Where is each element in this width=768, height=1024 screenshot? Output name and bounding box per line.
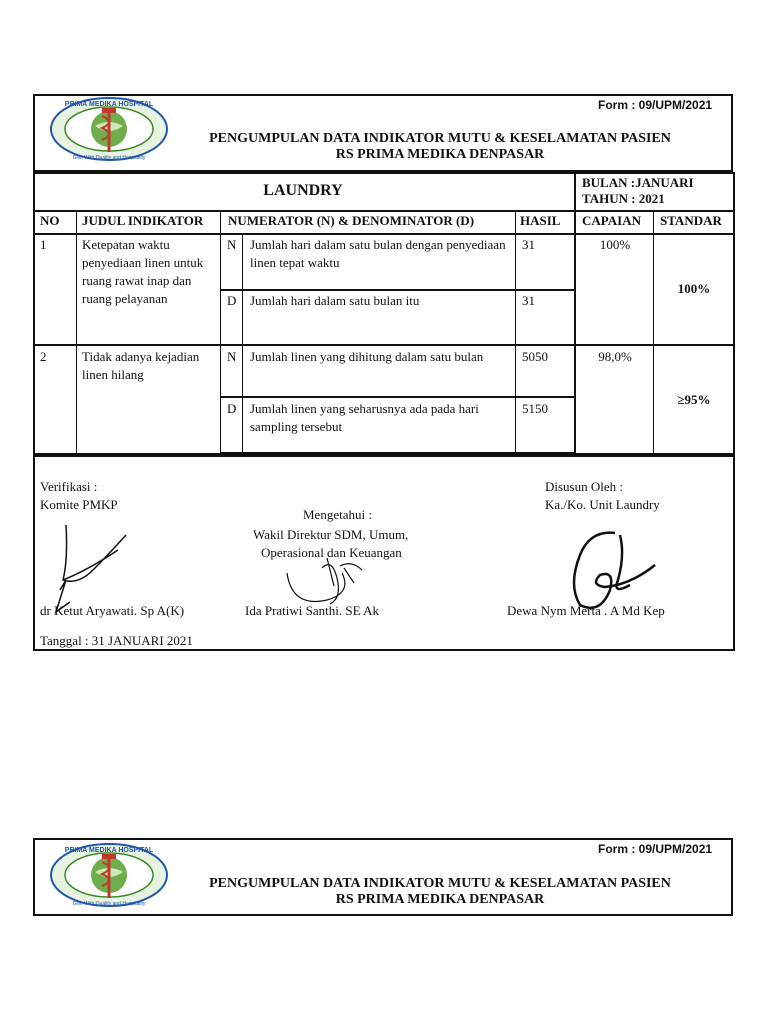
- row2-n-value: 5050: [522, 349, 548, 364]
- disusun-unit: Ka./Ko. Unit Laundry: [545, 497, 660, 512]
- col-capaian: CAPAIAN: [582, 213, 641, 228]
- unit-label: LAUNDRY: [263, 182, 343, 199]
- col-hasil: HASIL: [520, 213, 561, 228]
- svg-text:PRIMA MEDIKA HOSPITAL: PRIMA MEDIKA HOSPITAL: [64, 847, 154, 854]
- table-hline: [221, 452, 576, 454]
- disusun-label: Disusun Oleh :: [545, 479, 623, 494]
- table-vline: [220, 210, 221, 454]
- row2-standar: ≥95%: [677, 392, 711, 407]
- verifikasi-name: dr Ketut Aryawati. Sp A(K): [40, 603, 185, 618]
- row1-standar: 100%: [677, 281, 711, 296]
- tanggal: Tanggal : 31 JANUARI 2021: [40, 633, 193, 648]
- verifikasi-unit: Komite PMKP: [40, 497, 118, 512]
- row2-d-text: Jumlah linen yang seharusnya ada pada hari sampling tersebut: [250, 401, 479, 434]
- row1-d-label: D: [227, 293, 237, 308]
- mengetahui-label: Mengetahui :: [303, 507, 372, 522]
- table-vline: [574, 172, 576, 454]
- col-standar: STANDAR: [660, 213, 722, 228]
- row1-n-label: N: [227, 237, 237, 252]
- table-hline: [33, 210, 735, 212]
- period-month: BULAN :JANUARI: [582, 175, 694, 190]
- svg-text:Give With Quality and Hospital: Give With Quality and Hospitality: [72, 901, 146, 907]
- table-hline: [221, 289, 576, 291]
- title-line-2: RS PRIMA MEDIKA DENPASAR: [335, 892, 545, 907]
- table-vline: [242, 233, 243, 454]
- row2-n-text: Jumlah linen yang dihitung dalam satu bulan: [250, 349, 484, 364]
- row1-d-text: Jumlah hari dalam satu bulan itu: [250, 293, 420, 308]
- table-hline: [221, 396, 576, 398]
- mengetahui-name: Ida Pratiwi Santhi. SE Ak: [245, 603, 379, 618]
- table-hline: [33, 344, 735, 346]
- form-number-2: Form : 09/UPM/2021: [598, 842, 713, 856]
- col-judul: JUDUL INDIKATOR: [82, 213, 204, 228]
- svg-text:PRIMA MEDIKA HOSPITAL: PRIMA MEDIKA HOSPITAL: [64, 101, 154, 108]
- row1-n-text: Jumlah hari dalam satu bulan dengan penyediaan linen tepat waktu: [250, 237, 506, 270]
- svg-text:Give With Quality and Hospital: Give With Quality and Hospitality: [72, 155, 146, 161]
- disusun-name: Dewa Nym Merta . A Md Kep: [507, 603, 665, 618]
- row1-capaian: 100%: [599, 237, 631, 252]
- report-title-2: [160, 876, 720, 908]
- col-numerator: NUMERATOR (N) & DENOMINATOR (D): [228, 213, 475, 228]
- row2-judul: Tidak adanya kejadian linen hilang: [82, 349, 200, 382]
- title-line-1: PENGUMPULAN DATA INDIKATOR MUTU & KESELAMATAN PASIEN: [209, 876, 671, 891]
- form-number: Form : 09/UPM/2021: [598, 98, 713, 112]
- table-vline: [76, 210, 77, 454]
- row1-judul: Ketepatan waktu penyediaan linen untuk ruang rawat inap dan ruang pelayanan: [82, 237, 204, 306]
- row2-d-value: 5150: [522, 401, 548, 416]
- col-no: NO: [40, 213, 60, 228]
- report-title: [160, 131, 720, 163]
- row2-n-label: N: [227, 349, 237, 364]
- title-line-2: RS PRIMA MEDIKA DENPASAR: [335, 147, 545, 162]
- hospital-logo-icon: [48, 842, 170, 913]
- verifikasi-label: Verifikasi :: [40, 479, 98, 494]
- period-year: TAHUN : 2021: [582, 191, 665, 206]
- table-vline: [515, 210, 516, 454]
- row2-no: 2: [40, 349, 47, 364]
- mengetahui-line1: Wakil Direktur SDM, Umum,: [253, 527, 409, 542]
- row1-d-value: 31: [522, 293, 535, 308]
- row1-n-value: 31: [522, 237, 535, 252]
- row2-capaian: 98,0%: [598, 349, 632, 364]
- mengetahui-line2: Operasional dan Keuangan: [261, 545, 402, 560]
- table-hline: [33, 233, 735, 235]
- row2-d-label: D: [227, 401, 237, 416]
- title-line-1: PENGUMPULAN DATA INDIKATOR MUTU & KESELAMATAN PASIEN: [209, 131, 671, 146]
- row1-no: 1: [40, 237, 47, 252]
- hospital-logo-icon: [48, 96, 170, 167]
